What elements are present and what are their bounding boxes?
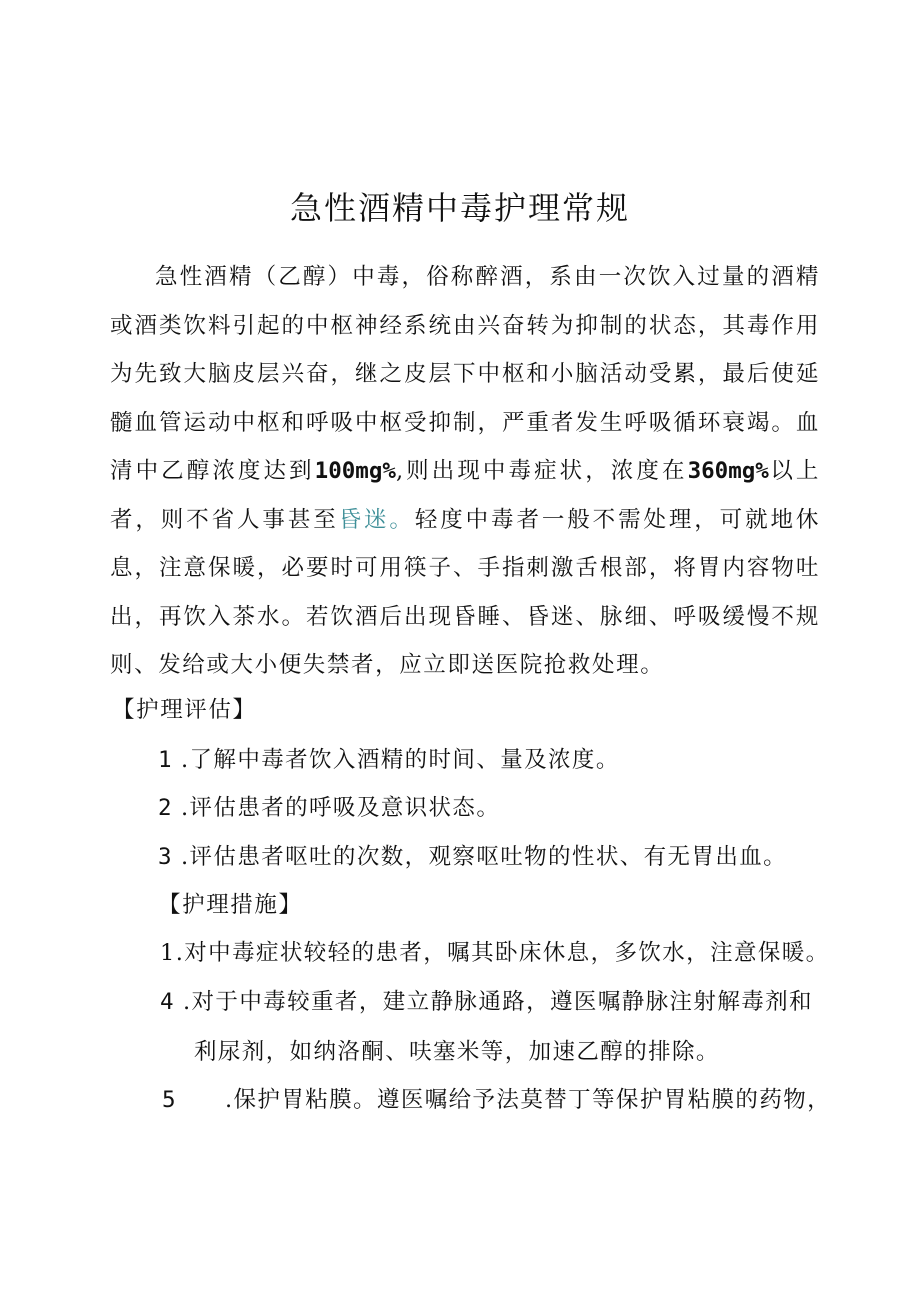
assessment-item-2: 2 .评估患者的呼吸及意识状态。 <box>158 790 500 826</box>
concentration-value-2: 360mg% <box>687 458 769 484</box>
item-number: 5 <box>162 1087 177 1113</box>
assessment-item-1: 1 .了解中毒者饮入酒精的时间、量及浓度。 <box>158 742 620 778</box>
intro-text-3: 以上者，则不省人事甚至 <box>110 458 821 533</box>
intro-text-2: ,则出现中毒症状，浓度在 <box>395 458 688 484</box>
coma-highlight: 昏迷。 <box>338 506 415 533</box>
assessment-heading: 【护理评估】 <box>112 697 257 723</box>
item-number: 4 <box>160 989 175 1015</box>
item-text: 保护胃粘膜。遵医嘱给予法莫替丁等保护胃粘膜的药物， <box>233 1087 832 1113</box>
intro-paragraph <box>110 253 820 690</box>
page-title: 急性酒精中毒护理常规 <box>289 189 630 227</box>
measures-item-1: 1.对中毒症状较轻的患者，嘱其卧床休息，多饮水，注意保暖。 <box>160 940 830 966</box>
measures-item-4: 4 .对于中毒较重者，建立静脉通路，遵医嘱静脉注射解毒剂和 <box>160 984 813 1020</box>
measures-item-4-continuation: 利尿剂，如纳洛酮、呋塞米等，加速乙醇的排除。 <box>194 1039 720 1065</box>
item-text: 了解中毒者饮入酒精的时间、量及浓度。 <box>189 747 620 773</box>
assessment-item-3: 3 .评估患者呕吐的次数，观察呕吐物的性状、有无胃出血。 <box>158 839 787 875</box>
intro-text-4: 轻度中毒者一般不需处理，可就地休息，注意保暖，必要时可用筷子、手指刺激舌根部，将胃内容物吐出，再饮入茶水。若饮酒后出现昏睡、昏迷、脉细、呼吸缓慢不规则、发给或大小便失禁者，应立即送医院抢救处理。 <box>110 506 820 678</box>
measures-item-5: 5 .保护胃粘膜。遵医嘱给予法莫替丁等保护胃粘膜的药物， <box>162 1082 831 1118</box>
measures-heading: 【护理措施】 <box>158 892 303 918</box>
item-text: 对于中毒较重者，建立静脉通路，遵医嘱静脉注射解毒剂和 <box>191 989 813 1015</box>
item-text: 评估患者的呼吸及意识状态。 <box>189 795 501 821</box>
concentration-value-1: 100mg% <box>314 458 396 484</box>
item-number: 1 <box>158 747 173 773</box>
intro-text-1: 急性酒精（乙醇）中毒，俗称醉酒，系由一次饮入过量的酒精或酒类饮料引起的中枢神经系统由兴奋转为抑制的状态，其毒作用为先致大脑皮层兴奋，继之皮层下中枢和小脑活动受累，最后使延髓血管运动中枢和呼吸中枢受抑制，严重者发生呼吸循环衰竭。血清中乙醇浓度达到 <box>110 264 820 484</box>
item-text: 评估患者呕吐的次数，观察呕吐物的性状、有无胃出血。 <box>189 844 788 870</box>
item-number: 3 <box>158 844 173 870</box>
item-number: 2 <box>158 795 173 821</box>
